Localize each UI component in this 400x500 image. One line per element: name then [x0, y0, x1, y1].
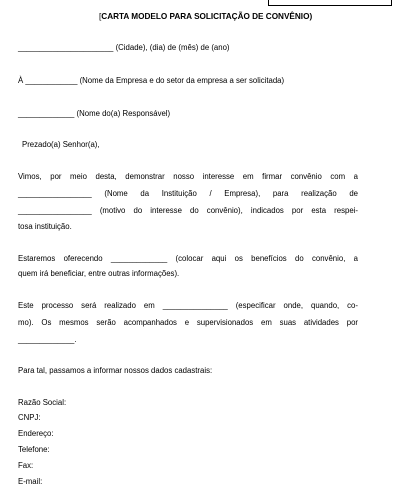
responsible-line: _____________ (Nome do(a) Responsável) — [18, 109, 171, 118]
field-telefone: Telefone: — [18, 445, 50, 454]
field-endereco: Endereço: — [18, 429, 54, 438]
addressee-line: À ____________ (Nome da Empresa e do setor da empresa a ser solicitada) — [18, 76, 285, 85]
header-box — [268, 0, 392, 6]
paragraph3-line3: _____________. — [18, 335, 77, 344]
field-email: E-mail: — [18, 477, 43, 486]
paragraph1-line1: Vimos, por meio desta, demonstrar nosso interesse em firmar convênio com a — [18, 172, 358, 181]
greeting: Prezado(a) Senhor(a), — [22, 140, 100, 149]
paragraph1-line2: _________________ (Nome da Instituição / Empresa), para realização de — [18, 189, 358, 198]
paragraph1-line3: _________________ (motivo do interesse do convênio), indicados por esta respei- — [18, 206, 358, 215]
field-cnpj: CNPJ: — [18, 413, 41, 422]
paragraph3-line1: Este processo será realizado em _______________ (especificar onde, quando, co- — [18, 301, 358, 310]
date-line: ______________________ (Cidade), (dia) de (mês) de (ano) — [18, 43, 230, 52]
paragraph3-line2: mo). Os mesmos serão acompanhados e supervisionados em suas atividades por — [18, 318, 358, 327]
document-title — [99, 12, 312, 22]
title-bracket: [ — [99, 12, 102, 21]
fields-intro: Para tal, passamos a informar nossos dados cadastrais: — [18, 366, 213, 375]
title-text: CARTA MODELO PARA SOLICITAÇÃO DE CONVÊNIO) — [101, 12, 313, 21]
field-razao-social: Razão Social: — [18, 398, 67, 407]
paragraph2-line1: Estaremos oferecendo _____________ (colocar aqui os benefícios do convênio, a — [18, 254, 358, 263]
field-fax: Fax: — [18, 461, 34, 470]
paragraph1-line4: tosa instituição. — [18, 222, 72, 231]
paragraph2-line2: quem irá beneficiar, entre outras informações). — [18, 269, 180, 278]
